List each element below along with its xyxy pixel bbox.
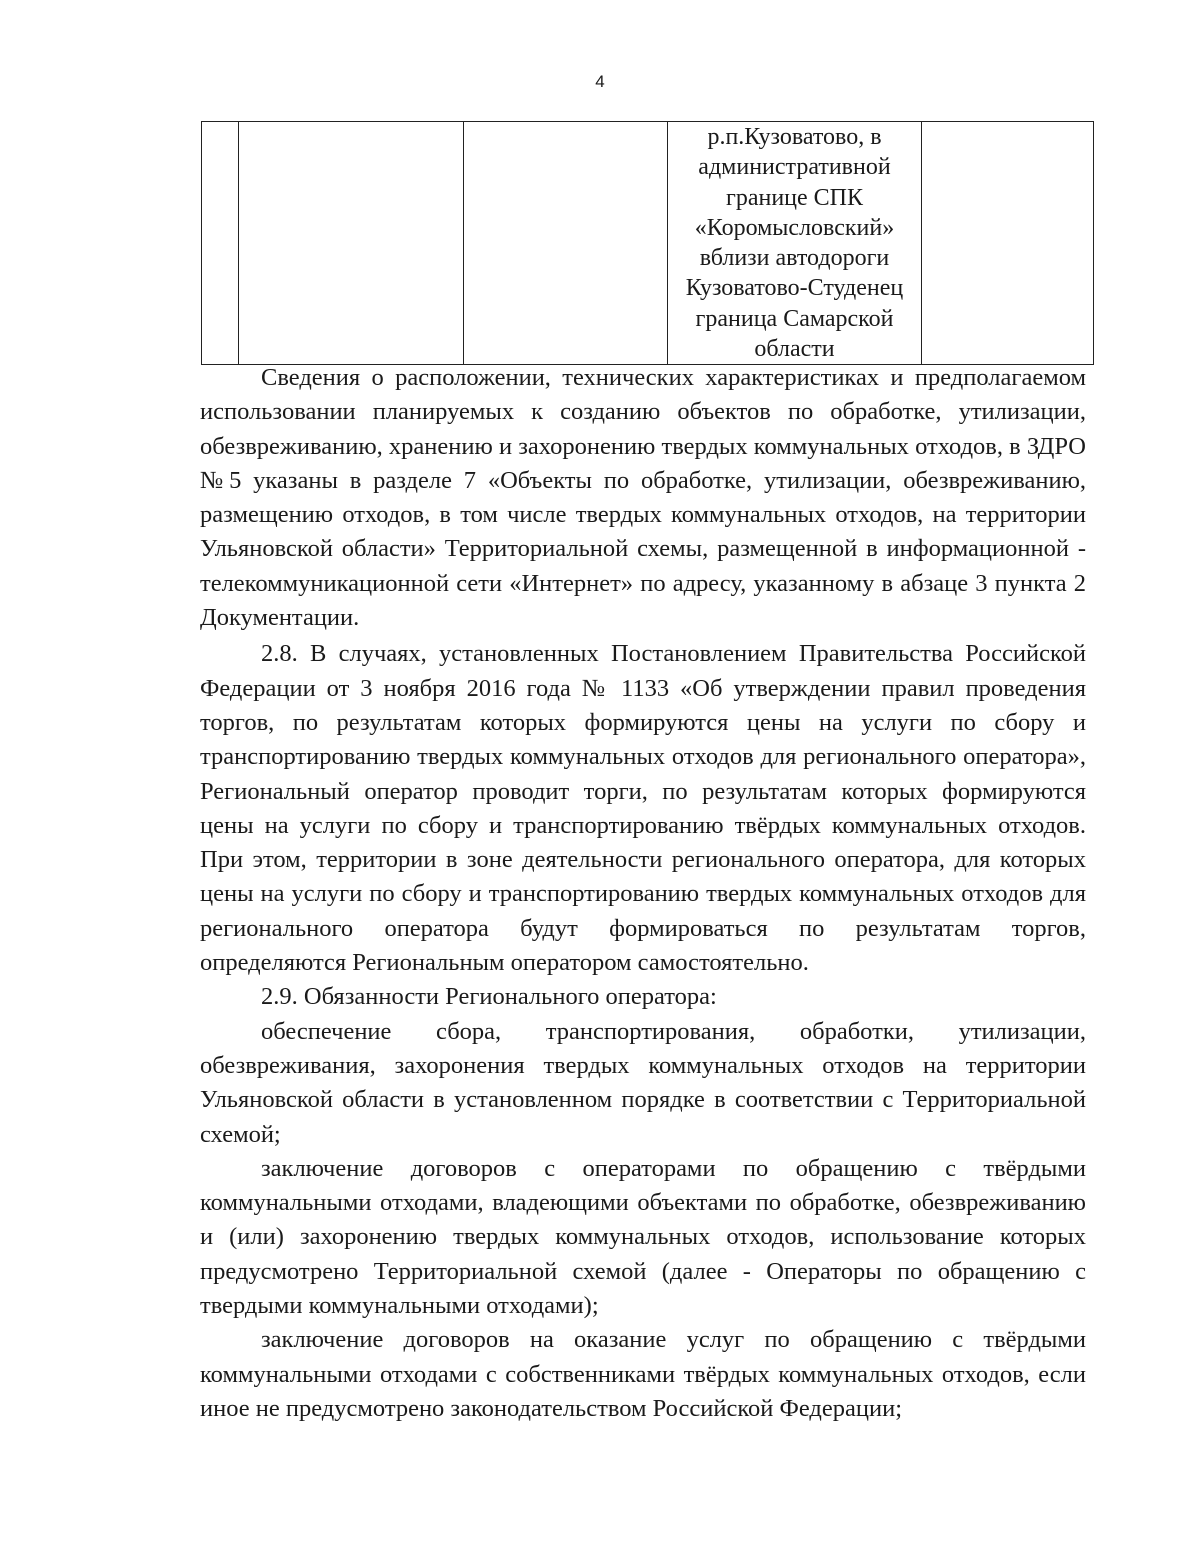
table-cell-location [668, 122, 922, 365]
table-cell-name [239, 122, 464, 365]
page-number: 4 [595, 72, 605, 91]
table-row [202, 122, 1094, 365]
document-body [200, 361, 1086, 1426]
paragraph-2-8: 2.8. В случаях, установленных Постановлением Правительства Российской Федерации от 3 ноября 2016 года № 1133 «Об утверждении правил проведения торгов, по результатам которых формируются цены на услуги по сбору и транспортированию твердых коммунальных отходов для регионального оператора», Региональный оператор проводит торги, по результатам которых формируются цены на услуги по сбору и транспортированию твёрдых коммунальных отходов. При этом, территории в зоне деятельности регионального оператора, для которых цены на услуги по сбору и транспортированию твердых коммунальных отходов для регионального оператора будут формироваться по результатам торгов, определяются Региональным оператором самостоятельно. [200, 640, 1086, 977]
paragraph-duty-owner-contracts: заключение договоров на оказание услуг по обращению с твёрдыми коммунальными отходами с собственниками твёрдых коммунальных отходов, если иное не предусмотрено законодательством Российской Федерации; [200, 1326, 1086, 1422]
paragraph-duty-collection: обеспечение сбора, транспортирования, обработки, утилизации, обезвреживания, захоронения твердых коммунальных отходов на территории Ульяновской области в установленном порядке в соответствии с Территориальной схемой; [200, 1017, 1086, 1148]
table-cell-notes [922, 122, 1094, 365]
continuation-table [201, 121, 1094, 365]
paragraph-objects-info: Сведения о расположении, технических характеристиках и предполагаемом использовании планируемых к созданию объектов по обработке, утилизации, обезвреживанию, хранению и захоронению твердых коммунальных отходов, в ЗДРО №5 указаны в разделе 7 «Объекты по обработке, утилизации, обезвреживанию, размещению отходов, в том числе твердых коммунальных отходов, на территории Ульяновской области» Территориальной схемы, размещенной в информационной - телекоммуникационной сети «Интернет» по адресу, указанному в абзаце 3 пункта 2 Документации. [200, 364, 1086, 632]
table-cell-type [464, 122, 668, 365]
paragraph-2-9-heading: 2.9. Обязанности Регионального оператора: [261, 983, 717, 1011]
table-cell-number [202, 122, 239, 365]
paragraph-duty-operator-contracts: заключение договоров с операторами по обращению с твёрдыми коммунальными отходами, владеющими объектами по обработке, обезвреживанию и (или) захоронению твердых коммунальных отходов, использование которых предусмотрено Территориальной схемой (далее - Операторы по обращению с твердыми коммунальными отходами); [200, 1154, 1086, 1320]
location-text: р.п.Кузоватово, в административной границе СПК «Коромысловский» вблизи автодороги Кузоватово-Студенец граница Самарской области [685, 124, 904, 363]
